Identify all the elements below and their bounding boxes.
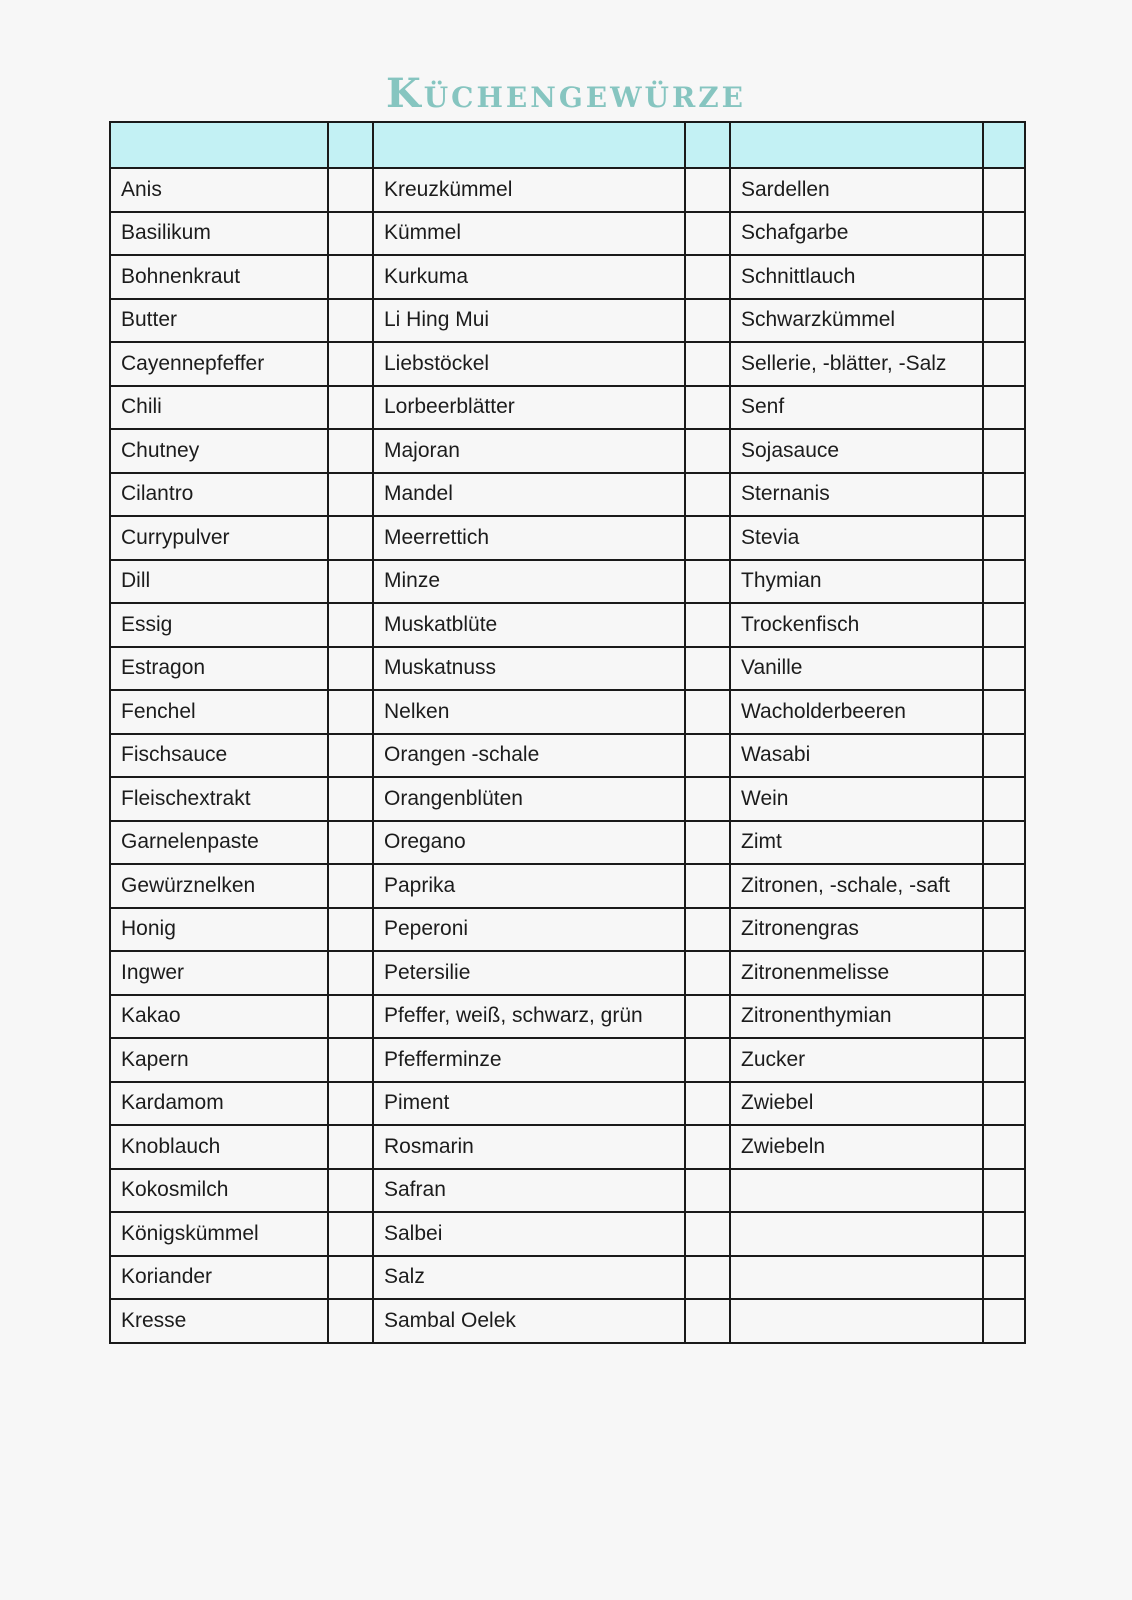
table-row bbox=[110, 777, 1025, 821]
spice-name-cell: Schwarzkümmel bbox=[730, 299, 983, 343]
spice-name-cell: Kokosmilch bbox=[110, 1169, 328, 1213]
spice-name-cell: Mandel bbox=[373, 473, 685, 517]
spice-name-cell: Muskatnuss bbox=[373, 647, 685, 691]
checkbox-cell[interactable] bbox=[685, 821, 730, 865]
header-cell-name-3 bbox=[730, 122, 983, 168]
spice-name-cell: Sardellen bbox=[730, 168, 983, 212]
checkbox-cell[interactable] bbox=[685, 560, 730, 604]
checkbox-cell[interactable] bbox=[685, 473, 730, 517]
checkbox-cell[interactable] bbox=[983, 560, 1025, 604]
spice-name-cell: Kardamom bbox=[110, 1082, 328, 1126]
spice-name-cell: Nelken bbox=[373, 690, 685, 734]
header-cell-check-2 bbox=[685, 122, 730, 168]
spice-name-cell: Meerrettich bbox=[373, 516, 685, 560]
spice-name-cell: Sellerie, -blätter, -Salz bbox=[730, 342, 983, 386]
spice-name-cell: Kurkuma bbox=[373, 255, 685, 299]
spice-name-cell: Lorbeerblätter bbox=[373, 386, 685, 430]
checkbox-cell[interactable] bbox=[328, 690, 373, 734]
spice-name-cell: Zwiebel bbox=[730, 1082, 983, 1126]
checkbox-cell[interactable] bbox=[328, 603, 373, 647]
spice-name-cell: Trockenfisch bbox=[730, 603, 983, 647]
checkbox-cell[interactable] bbox=[328, 299, 373, 343]
spice-name-cell: Chili bbox=[110, 386, 328, 430]
checkbox-cell[interactable] bbox=[685, 1212, 730, 1256]
checkbox-cell[interactable] bbox=[328, 1082, 373, 1126]
checkbox-cell[interactable] bbox=[983, 1299, 1025, 1343]
table-row bbox=[110, 473, 1025, 517]
checkbox-cell[interactable] bbox=[983, 299, 1025, 343]
checkbox-cell[interactable] bbox=[685, 1256, 730, 1300]
spice-name-cell: Honig bbox=[110, 908, 328, 952]
checkbox-cell[interactable] bbox=[685, 1038, 730, 1082]
spice-name-cell: Estragon bbox=[110, 647, 328, 691]
checkbox-cell[interactable] bbox=[685, 255, 730, 299]
checkbox-cell[interactable] bbox=[685, 212, 730, 256]
spice-name-cell: Koriander bbox=[110, 1256, 328, 1300]
spice-name-cell: Sternanis bbox=[730, 473, 983, 517]
checkbox-cell[interactable] bbox=[328, 386, 373, 430]
spice-name-cell: Li Hing Mui bbox=[373, 299, 685, 343]
checkbox-cell[interactable] bbox=[983, 429, 1025, 473]
checkbox-cell[interactable] bbox=[685, 777, 730, 821]
spice-name-cell: Orangenblüten bbox=[373, 777, 685, 821]
spice-name-cell: Safran bbox=[373, 1169, 685, 1213]
spice-name-cell: Ingwer bbox=[110, 951, 328, 995]
spice-name-cell: Wacholderbeeren bbox=[730, 690, 983, 734]
checkbox-cell[interactable] bbox=[685, 1169, 730, 1213]
checkbox-cell[interactable] bbox=[328, 342, 373, 386]
checkbox-cell[interactable] bbox=[328, 212, 373, 256]
header-cell-check-3 bbox=[983, 122, 1025, 168]
checkbox-cell[interactable] bbox=[983, 603, 1025, 647]
spice-name-cell bbox=[730, 1299, 983, 1343]
spice-name-cell: Schnittlauch bbox=[730, 255, 983, 299]
checkbox-cell[interactable] bbox=[328, 1169, 373, 1213]
table-row bbox=[110, 1125, 1025, 1169]
table-row bbox=[110, 1256, 1025, 1300]
spice-name-cell: Kümmel bbox=[373, 212, 685, 256]
checkbox-cell[interactable] bbox=[685, 342, 730, 386]
spice-name-cell: Kapern bbox=[110, 1038, 328, 1082]
spice-name-cell: Königskümmel bbox=[110, 1212, 328, 1256]
spice-name-cell: Fleischextrakt bbox=[110, 777, 328, 821]
checkbox-cell[interactable] bbox=[685, 1082, 730, 1126]
spice-name-cell: Kreuzkümmel bbox=[373, 168, 685, 212]
spice-name-cell: Schafgarbe bbox=[730, 212, 983, 256]
checkbox-cell[interactable] bbox=[983, 255, 1025, 299]
spice-name-cell: Knoblauch bbox=[110, 1125, 328, 1169]
spice-name-cell: Cayennepfeffer bbox=[110, 342, 328, 386]
spice-name-cell: Liebstöckel bbox=[373, 342, 685, 386]
checkbox-cell[interactable] bbox=[983, 1125, 1025, 1169]
table-row bbox=[110, 212, 1025, 256]
header-cell-check-1 bbox=[328, 122, 373, 168]
checkbox-cell[interactable] bbox=[983, 647, 1025, 691]
table-row bbox=[110, 429, 1025, 473]
spice-name-cell: Fenchel bbox=[110, 690, 328, 734]
spice-name-cell: Wein bbox=[730, 777, 983, 821]
checkbox-cell[interactable] bbox=[983, 1038, 1025, 1082]
checkbox-cell[interactable] bbox=[983, 1169, 1025, 1213]
spice-name-cell: Senf bbox=[730, 386, 983, 430]
spice-name-cell: Pfefferminze bbox=[373, 1038, 685, 1082]
checkbox-cell[interactable] bbox=[685, 299, 730, 343]
checkbox-cell[interactable] bbox=[685, 1125, 730, 1169]
checkbox-cell[interactable] bbox=[983, 342, 1025, 386]
header-cell-name-2 bbox=[373, 122, 685, 168]
checkbox-cell[interactable] bbox=[983, 734, 1025, 778]
checkbox-cell[interactable] bbox=[328, 560, 373, 604]
checkbox-cell[interactable] bbox=[983, 1212, 1025, 1256]
table-row bbox=[110, 821, 1025, 865]
table-row bbox=[110, 603, 1025, 647]
spice-name-cell: Vanille bbox=[730, 647, 983, 691]
spice-name-cell: Zitronenmelisse bbox=[730, 951, 983, 995]
spice-name-cell: Peperoni bbox=[373, 908, 685, 952]
spice-name-cell: Muskatblüte bbox=[373, 603, 685, 647]
table-row bbox=[110, 299, 1025, 343]
checkbox-cell[interactable] bbox=[328, 951, 373, 995]
checkbox-cell[interactable] bbox=[983, 951, 1025, 995]
table-row bbox=[110, 690, 1025, 734]
table-row bbox=[110, 1212, 1025, 1256]
checkbox-cell[interactable] bbox=[328, 864, 373, 908]
spice-name-cell: Basilikum bbox=[110, 212, 328, 256]
spice-name-cell: Gewürznelken bbox=[110, 864, 328, 908]
spice-name-cell: Wasabi bbox=[730, 734, 983, 778]
checkbox-cell[interactable] bbox=[983, 908, 1025, 952]
spice-name-cell: Kresse bbox=[110, 1299, 328, 1343]
spice-name-cell: Kakao bbox=[110, 995, 328, 1039]
checkbox-cell[interactable] bbox=[328, 1038, 373, 1082]
table-row bbox=[110, 908, 1025, 952]
checkbox-cell[interactable] bbox=[685, 734, 730, 778]
checkbox-cell[interactable] bbox=[685, 603, 730, 647]
checkbox-cell[interactable] bbox=[983, 1082, 1025, 1126]
checkbox-cell[interactable] bbox=[685, 690, 730, 734]
spice-name-cell: Fischsauce bbox=[110, 734, 328, 778]
spice-name-cell: Dill bbox=[110, 560, 328, 604]
spice-name-cell: Majoran bbox=[373, 429, 685, 473]
checkbox-cell[interactable] bbox=[328, 908, 373, 952]
spice-name-cell bbox=[730, 1169, 983, 1213]
spice-name-cell: Zucker bbox=[730, 1038, 983, 1082]
spice-name-cell: Minze bbox=[373, 560, 685, 604]
spice-name-cell: Sojasauce bbox=[730, 429, 983, 473]
spice-table bbox=[109, 121, 1026, 1344]
checkbox-cell[interactable] bbox=[328, 821, 373, 865]
table-row bbox=[110, 386, 1025, 430]
spice-name-cell: Salz bbox=[373, 1256, 685, 1300]
spice-name-cell bbox=[730, 1212, 983, 1256]
checkbox-cell[interactable] bbox=[685, 864, 730, 908]
checkbox-cell[interactable] bbox=[328, 168, 373, 212]
spice-name-cell: Paprika bbox=[373, 864, 685, 908]
checkbox-cell[interactable] bbox=[685, 386, 730, 430]
table-row bbox=[110, 516, 1025, 560]
checkbox-cell[interactable] bbox=[983, 386, 1025, 430]
table-row bbox=[110, 1082, 1025, 1126]
checkbox-cell[interactable] bbox=[328, 647, 373, 691]
checkbox-cell[interactable] bbox=[685, 908, 730, 952]
spice-name-cell: Stevia bbox=[730, 516, 983, 560]
spice-name-cell: Zitronen, -schale, -saft bbox=[730, 864, 983, 908]
checkbox-cell[interactable] bbox=[328, 777, 373, 821]
checkbox-cell[interactable] bbox=[685, 995, 730, 1039]
spice-name-cell: Essig bbox=[110, 603, 328, 647]
checkbox-cell[interactable] bbox=[685, 1299, 730, 1343]
header-cell-name-1 bbox=[110, 122, 328, 168]
table-row bbox=[110, 951, 1025, 995]
table-row bbox=[110, 168, 1025, 212]
checkbox-cell[interactable] bbox=[685, 516, 730, 560]
page-title: Küchengewürze bbox=[385, 70, 747, 117]
checkbox-cell[interactable] bbox=[983, 473, 1025, 517]
checkbox-cell[interactable] bbox=[983, 690, 1025, 734]
checkbox-cell[interactable] bbox=[983, 777, 1025, 821]
spice-name-cell: Zwiebeln bbox=[730, 1125, 983, 1169]
spice-name-cell: Oregano bbox=[373, 821, 685, 865]
checkbox-cell[interactable] bbox=[328, 995, 373, 1039]
spice-name-cell: Rosmarin bbox=[373, 1125, 685, 1169]
spice-name-cell: Zitronenthymian bbox=[730, 995, 983, 1039]
spice-name-cell: Bohnenkraut bbox=[110, 255, 328, 299]
spice-name-cell: Pfeffer, weiß, schwarz, grün bbox=[373, 995, 685, 1039]
spice-name-cell: Orangen -schale bbox=[373, 734, 685, 778]
table-row bbox=[110, 995, 1025, 1039]
checkbox-cell[interactable] bbox=[983, 212, 1025, 256]
spice-name-cell: Butter bbox=[110, 299, 328, 343]
checkbox-cell[interactable] bbox=[328, 1212, 373, 1256]
checkbox-cell[interactable] bbox=[328, 734, 373, 778]
checkbox-cell[interactable] bbox=[328, 1299, 373, 1343]
spice-name-cell: Piment bbox=[373, 1082, 685, 1126]
spice-name-cell: Thymian bbox=[730, 560, 983, 604]
spice-name-cell: Zimt bbox=[730, 821, 983, 865]
checkbox-cell[interactable] bbox=[685, 429, 730, 473]
spice-name-cell: Salbei bbox=[373, 1212, 685, 1256]
table-row bbox=[110, 1038, 1025, 1082]
table-row bbox=[110, 864, 1025, 908]
checkbox-cell[interactable] bbox=[983, 995, 1025, 1039]
spice-name-cell: Garnelenpaste bbox=[110, 821, 328, 865]
checkbox-cell[interactable] bbox=[685, 168, 730, 212]
table-row bbox=[110, 342, 1025, 386]
checkbox-cell[interactable] bbox=[328, 255, 373, 299]
checkbox-cell[interactable] bbox=[328, 429, 373, 473]
spice-name-cell: Chutney bbox=[110, 429, 328, 473]
checkbox-cell[interactable] bbox=[983, 864, 1025, 908]
checkbox-cell[interactable] bbox=[685, 647, 730, 691]
table-row bbox=[110, 1299, 1025, 1343]
spice-name-cell bbox=[730, 1256, 983, 1300]
checkbox-cell[interactable] bbox=[983, 821, 1025, 865]
table-row bbox=[110, 560, 1025, 604]
spice-name-cell: Currypulver bbox=[110, 516, 328, 560]
spice-name-cell: Anis bbox=[110, 168, 328, 212]
checkbox-cell[interactable] bbox=[328, 473, 373, 517]
table-row bbox=[110, 255, 1025, 299]
spice-name-cell: Petersilie bbox=[373, 951, 685, 995]
table-header-row bbox=[110, 122, 1025, 168]
checkbox-cell[interactable] bbox=[685, 951, 730, 995]
checkbox-cell[interactable] bbox=[983, 516, 1025, 560]
checkbox-cell[interactable] bbox=[328, 1125, 373, 1169]
checkbox-cell[interactable] bbox=[328, 1256, 373, 1300]
table-row bbox=[110, 1169, 1025, 1213]
checkbox-cell[interactable] bbox=[983, 1256, 1025, 1300]
checkbox-cell[interactable] bbox=[328, 516, 373, 560]
spice-name-cell: Cilantro bbox=[110, 473, 328, 517]
table-row bbox=[110, 734, 1025, 778]
checkbox-cell[interactable] bbox=[983, 168, 1025, 212]
spice-name-cell: Zitronengras bbox=[730, 908, 983, 952]
spice-name-cell: Sambal Oelek bbox=[373, 1299, 685, 1343]
table-row bbox=[110, 647, 1025, 691]
